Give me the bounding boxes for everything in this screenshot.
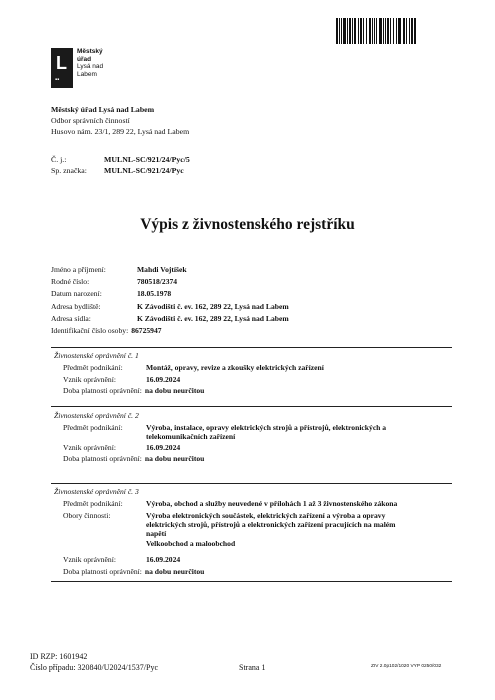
seat-value: K Závodišti č. ev. 162, 289 22, Lysá nad Labem: [137, 313, 289, 323]
reference-cj-row: [51, 154, 190, 165]
licence-section-3: [51, 486, 456, 577]
licence-2-origin-value: 16.09.2024: [146, 442, 181, 452]
page-number: Strana 1: [239, 663, 266, 672]
sender-block: [51, 104, 189, 137]
licence-2-validity-row: [51, 453, 456, 465]
birthno-label: Rodné číslo:: [51, 277, 90, 287]
footer-identifiers: [30, 652, 158, 673]
idno-value: 86725947: [131, 326, 162, 336]
licence-3-origin-row: [51, 554, 456, 566]
personal-idno-row: [51, 325, 289, 337]
licence-3-subject-label: Předmět podnikání:: [63, 499, 123, 508]
licence-3-validity-label: Doba platnosti oprávnění:: [63, 566, 142, 576]
licence-2-heading: Živnostenské oprávnění č. 2: [54, 411, 139, 420]
licence-2-validity-value: na dobu neurčitou: [144, 454, 205, 464]
reference-block: [51, 154, 190, 176]
licence-3-validity-value: na dobu neurčitou: [144, 566, 205, 576]
licence-1-validity-row: [51, 385, 456, 397]
licence-2-origin-label: Vznik oprávnění:: [63, 442, 116, 452]
licence-2-validity-label: Doba platnosti oprávnění:: [63, 454, 142, 464]
logo-line-3: Lysá nad: [77, 63, 104, 70]
residence-value: K Závodišti č. ev. 162, 289 22, Lysá nad Labem: [137, 301, 289, 311]
personal-name-row: [51, 264, 289, 276]
licence-section-1: [51, 350, 456, 397]
licence-1-subject-value: Montáž, opravy, revize a zkoušky elektrických zařízení: [146, 363, 324, 372]
idno-label: Identifikační číslo osoby:: [51, 326, 129, 336]
personal-dob-row: [51, 288, 289, 300]
licence-1-origin-label: Vznik oprávnění:: [63, 374, 116, 384]
dob-label: Datum narození:: [51, 289, 102, 299]
licence-1-validity-label: Doba platnosti oprávnění:: [63, 386, 142, 395]
licence-3-fields-values: [146, 510, 408, 549]
city-office-logo: [51, 48, 129, 92]
seat-label: Adresa sídla:: [51, 313, 91, 323]
logo-line-1: Městský: [77, 48, 103, 55]
footer-rzp-id: ID RZP: 1601942: [30, 652, 88, 661]
birthno-value: 780518/2374: [137, 277, 178, 287]
licence-2-origin-row: [51, 442, 456, 454]
personal-details: [51, 264, 289, 337]
licence-3-field-1: Výroba elektronických součástek, elektrických zařízení a výroba a opravy elektrických strojů, přístrojů a elektronických zařízení pracujících na malém napětí: [146, 510, 396, 539]
licence-1-validity-value: na dobu neurčitou: [144, 386, 205, 395]
licence-3-validity-row: [51, 566, 456, 578]
licence-section-2: [51, 410, 456, 465]
logo-line-4: Labem: [77, 70, 97, 78]
document-title: Výpis z živnostenského rejstříku: [140, 216, 355, 233]
name-value: Mahdi Vojtíšek: [137, 265, 187, 274]
sender-department: Odbor správních činností: [51, 116, 130, 125]
reference-cj-value: MULNL-SC/921/24/Pyc/5: [104, 155, 190, 164]
reference-spz-label: Sp. značka:: [51, 166, 87, 175]
form-code: ZIV 2.0p102/1020 VYP 0250/032: [371, 664, 442, 669]
licence-3-subject-row: [51, 498, 456, 510]
dob-value: 18.05.1978: [137, 289, 172, 299]
logo-line-2: úřad: [77, 55, 92, 63]
section-divider: [51, 406, 452, 407]
licence-3-origin-value: 16.09.2024: [146, 555, 181, 565]
footer-case-number: Číslo případu: 320840/U2024/1537/Pyc: [30, 662, 158, 672]
section-divider: [51, 581, 452, 582]
reference-cj-label: Č. j.:: [51, 155, 67, 164]
residence-label: Adresa bydliště:: [51, 301, 101, 311]
name-label: Jméno a příjmení:: [51, 265, 106, 274]
licence-1-heading: Živnostenské oprávnění č. 1: [54, 351, 139, 360]
licence-2-subject-value: Výroba, instalace, opravy elektrických strojů a přístrojů, elektronických a telekomunikačních zařízení: [146, 423, 387, 442]
sender-address: Husovo nám. 23/1, 289 22, Lysá nad Labem: [51, 127, 190, 136]
personal-residence-row: [51, 301, 289, 313]
logo-mark-icon: L ▪▪: [51, 48, 73, 88]
reference-spz-row: [51, 165, 190, 176]
licence-1-subject-label: Předmět podnikání:: [63, 363, 123, 372]
logo-text: [77, 48, 103, 92]
reference-spz-value: MULNL-SC/921/24/Pyc: [104, 166, 184, 175]
personal-birthno-row: [51, 276, 289, 288]
personal-seat-row: [51, 313, 289, 325]
licence-3-field-2: Velkoobchod a maloobchod: [146, 538, 236, 548]
licence-1-origin-row: [51, 374, 456, 386]
section-divider: [51, 483, 452, 484]
section-divider: [51, 347, 452, 348]
licence-3-origin-label: Vznik oprávnění:: [63, 555, 116, 565]
licence-2-subject-row: [51, 422, 456, 442]
licence-3-subject-value: Výroba, obchod a služby neuvedené v přílohách 1 až 3 živnostenského zákona: [146, 499, 398, 508]
licence-2-subject-label: Předmět podnikání:: [63, 423, 123, 432]
sender-name: Městský úřad Lysá nad Labem: [51, 105, 155, 114]
licence-3-heading: Živnostenské oprávnění č. 3: [54, 487, 139, 496]
licence-3-fields-row: [51, 510, 456, 549]
licence-1-subject-row: [51, 362, 456, 374]
licence-3-fields-label: Obory činnosti:: [63, 510, 111, 520]
licence-1-origin-value: 16.09.2024: [146, 374, 181, 384]
barcode: [336, 18, 468, 44]
